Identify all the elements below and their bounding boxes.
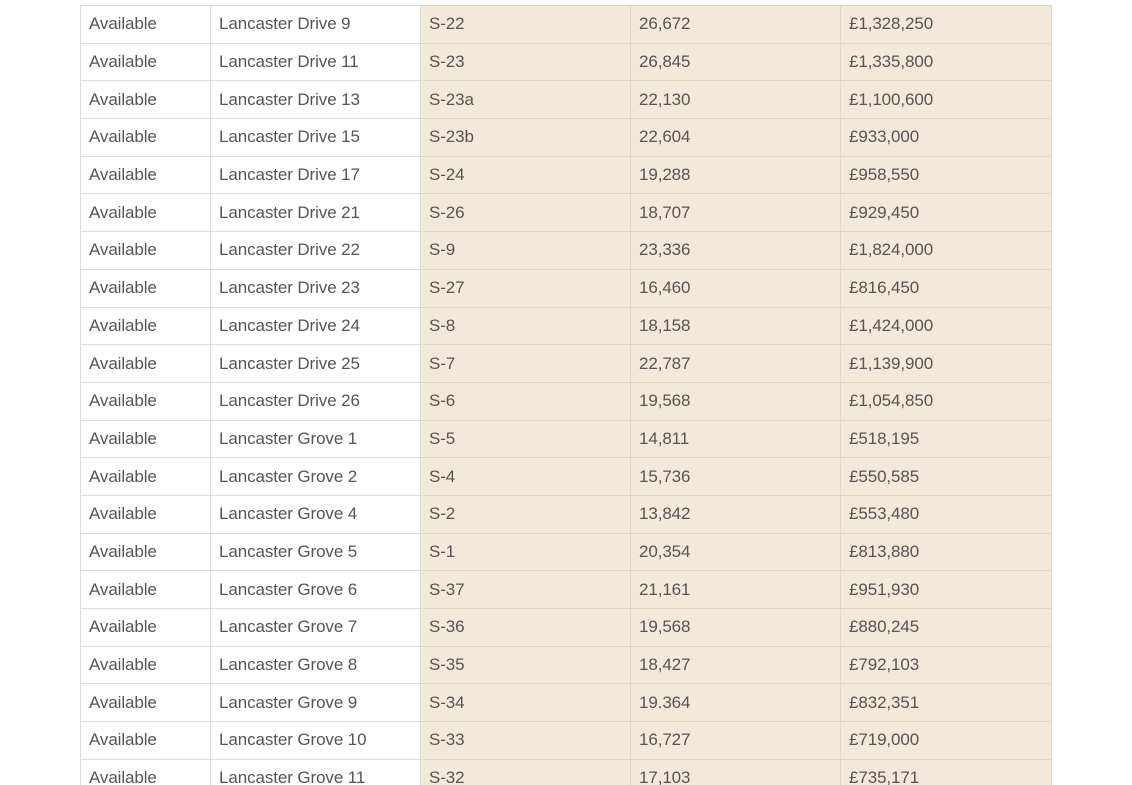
address-cell: Lancaster Grove 9 <box>211 684 421 722</box>
plot-cell: S-6 <box>421 382 631 420</box>
price-cell: £929,450 <box>841 194 1052 232</box>
price-cell: £880,245 <box>841 609 1052 647</box>
status-cell: Available <box>81 458 211 496</box>
size-cell: 18,427 <box>631 646 841 684</box>
price-cell: £550,585 <box>841 458 1052 496</box>
status-cell: Available <box>81 81 211 119</box>
table-row <box>81 571 1052 609</box>
plot-cell: S-26 <box>421 194 631 232</box>
table-row <box>81 646 1052 684</box>
price-cell: £1,328,250 <box>841 6 1052 44</box>
table-row <box>81 269 1052 307</box>
table-row <box>81 684 1052 722</box>
size-cell: 13,842 <box>631 495 841 533</box>
price-cell: £553,480 <box>841 495 1052 533</box>
address-cell: Lancaster Grove 8 <box>211 646 421 684</box>
table-row <box>81 232 1052 270</box>
status-cell: Available <box>81 6 211 44</box>
status-cell: Available <box>81 495 211 533</box>
size-cell: 14,811 <box>631 420 841 458</box>
status-cell: Available <box>81 571 211 609</box>
table-row <box>81 194 1052 232</box>
price-cell: £933,000 <box>841 119 1052 157</box>
table-row <box>81 722 1052 760</box>
status-cell: Available <box>81 420 211 458</box>
size-cell: 16,727 <box>631 722 841 760</box>
price-cell: £1,424,000 <box>841 307 1052 345</box>
price-cell: £518,195 <box>841 420 1052 458</box>
address-cell: Lancaster Grove 2 <box>211 458 421 496</box>
plot-cell: S-22 <box>421 6 631 44</box>
price-cell: £816,450 <box>841 269 1052 307</box>
status-cell: Available <box>81 646 211 684</box>
status-cell: Available <box>81 119 211 157</box>
status-cell: Available <box>81 156 211 194</box>
address-cell: Lancaster Drive 24 <box>211 307 421 345</box>
address-cell: Lancaster Drive 11 <box>211 43 421 81</box>
address-cell: Lancaster Grove 5 <box>211 533 421 571</box>
address-cell: Lancaster Drive 15 <box>211 119 421 157</box>
size-cell: 26,845 <box>631 43 841 81</box>
plot-cell: S-36 <box>421 609 631 647</box>
table-row <box>81 759 1052 785</box>
plot-cell: S-7 <box>421 345 631 383</box>
status-cell: Available <box>81 722 211 760</box>
table-row <box>81 119 1052 157</box>
status-cell: Available <box>81 684 211 722</box>
size-cell: 26,672 <box>631 6 841 44</box>
address-cell: Lancaster Grove 4 <box>211 495 421 533</box>
price-cell: £958,550 <box>841 156 1052 194</box>
plot-cell: S-2 <box>421 495 631 533</box>
plot-cell: S-1 <box>421 533 631 571</box>
table-row <box>81 156 1052 194</box>
price-cell: £832,351 <box>841 684 1052 722</box>
plot-cell: S-33 <box>421 722 631 760</box>
status-cell: Available <box>81 382 211 420</box>
plot-cell: S-23 <box>421 43 631 81</box>
table-row <box>81 495 1052 533</box>
price-cell: £719,000 <box>841 722 1052 760</box>
price-cell: £1,054,850 <box>841 382 1052 420</box>
plot-cell: S-23a <box>421 81 631 119</box>
address-cell: Lancaster Drive 13 <box>211 81 421 119</box>
status-cell: Available <box>81 43 211 81</box>
price-cell: £1,335,800 <box>841 43 1052 81</box>
plot-cell: S-34 <box>421 684 631 722</box>
status-cell: Available <box>81 533 211 571</box>
size-cell: 18,158 <box>631 307 841 345</box>
address-cell: Lancaster Drive 25 <box>211 345 421 383</box>
plot-cell: S-32 <box>421 759 631 785</box>
price-cell: £1,100,600 <box>841 81 1052 119</box>
status-cell: Available <box>81 194 211 232</box>
plot-cell: S-35 <box>421 646 631 684</box>
table-row <box>81 382 1052 420</box>
table-row <box>81 420 1052 458</box>
size-cell: 21,161 <box>631 571 841 609</box>
plot-cell: S-9 <box>421 232 631 270</box>
table-row <box>81 43 1052 81</box>
size-cell: 19,568 <box>631 382 841 420</box>
size-cell: 20,354 <box>631 533 841 571</box>
table-row <box>81 307 1052 345</box>
status-cell: Available <box>81 269 211 307</box>
plot-cell: S-4 <box>421 458 631 496</box>
address-cell: Lancaster Drive 22 <box>211 232 421 270</box>
table-row <box>81 345 1052 383</box>
table-row <box>81 533 1052 571</box>
price-cell: £1,824,000 <box>841 232 1052 270</box>
table-row <box>81 6 1052 44</box>
size-cell: 16,460 <box>631 269 841 307</box>
size-cell: 18,707 <box>631 194 841 232</box>
address-cell: Lancaster Drive 21 <box>211 194 421 232</box>
price-cell: £735,171 <box>841 759 1052 785</box>
address-cell: Lancaster Drive 17 <box>211 156 421 194</box>
price-cell: £792,103 <box>841 646 1052 684</box>
size-cell: 22,604 <box>631 119 841 157</box>
plot-cell: S-24 <box>421 156 631 194</box>
address-cell: Lancaster Grove 11 <box>211 759 421 785</box>
status-cell: Available <box>81 345 211 383</box>
status-cell: Available <box>81 307 211 345</box>
status-cell: Available <box>81 232 211 270</box>
size-cell: 22,787 <box>631 345 841 383</box>
address-cell: Lancaster Drive 23 <box>211 269 421 307</box>
plot-cell: S-27 <box>421 269 631 307</box>
plot-cell: S-23b <box>421 119 631 157</box>
size-cell: 22,130 <box>631 81 841 119</box>
plot-cell: S-37 <box>421 571 631 609</box>
address-cell: Lancaster Drive 26 <box>211 382 421 420</box>
plot-cell: S-5 <box>421 420 631 458</box>
size-cell: 23,336 <box>631 232 841 270</box>
size-cell: 19,568 <box>631 609 841 647</box>
size-cell: 15,736 <box>631 458 841 496</box>
table-row <box>81 609 1052 647</box>
address-cell: Lancaster Grove 6 <box>211 571 421 609</box>
address-cell: Lancaster Drive 9 <box>211 6 421 44</box>
plots-table-body <box>81 6 1052 785</box>
status-cell: Available <box>81 609 211 647</box>
table-row <box>81 81 1052 119</box>
size-cell: 19.364 <box>631 684 841 722</box>
address-cell: Lancaster Grove 7 <box>211 609 421 647</box>
price-cell: £813,880 <box>841 533 1052 571</box>
size-cell: 19,288 <box>631 156 841 194</box>
address-cell: Lancaster Grove 10 <box>211 722 421 760</box>
status-cell: Available <box>81 759 211 785</box>
plot-cell: S-8 <box>421 307 631 345</box>
price-cell: £951,930 <box>841 571 1052 609</box>
table-row <box>81 458 1052 496</box>
plots-table <box>80 5 1052 785</box>
address-cell: Lancaster Grove 1 <box>211 420 421 458</box>
price-cell: £1,139,900 <box>841 345 1052 383</box>
size-cell: 17,103 <box>631 759 841 785</box>
